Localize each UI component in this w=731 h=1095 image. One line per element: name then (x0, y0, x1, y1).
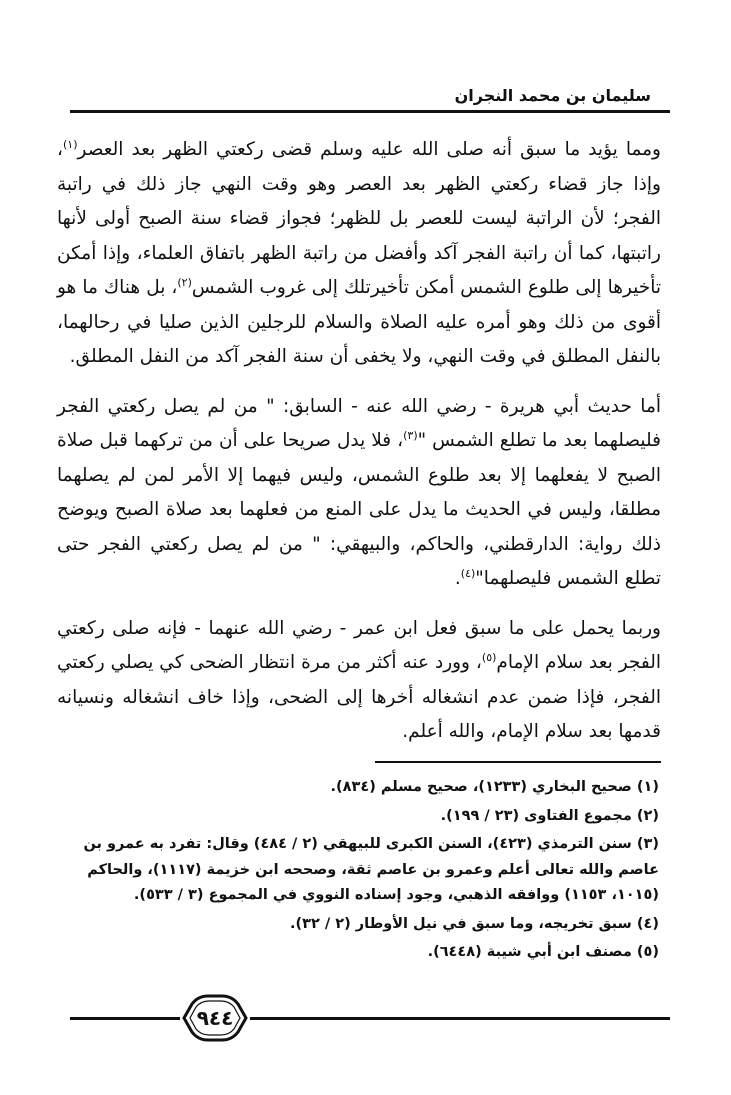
footnote-ref-3: (٣) (403, 428, 418, 442)
footer-rule-left (70, 1017, 180, 1020)
paragraph-2-text-a: أما حديث أبي هريرة - رضي الله عنه - السابق: " من لم يصل ركعتي الفجر فليصلهما بعد ما تطلع الشمس " (57, 395, 661, 451)
footnote-ref-4: (٤) (460, 566, 476, 580)
footnote-rule (375, 761, 661, 763)
running-header-author: سليمان بن محمد النجران (454, 86, 651, 105)
paragraph-1 (57, 133, 661, 375)
page-footer (70, 990, 670, 1046)
footer-rule-right (250, 1017, 670, 1020)
paragraph-3-text-a: وربما يحمل على ما سبق فعل ابن عمر - رضي الله عنهما - فإنه صلى ركعتي الفجر بعد سلام الإمام (57, 617, 661, 673)
header-rule (70, 110, 670, 113)
paragraph-2-text-c: . (454, 568, 461, 589)
footnote-1: (١) صحيح البخاري (١٢٣٣)، صحيح مسلم (٨٣٤). (330, 779, 659, 795)
paragraph-2 (57, 390, 661, 597)
footnote-ref-5: (٥) (481, 650, 497, 664)
body-text (57, 133, 661, 750)
footnote-3: (٣) سنن الترمذي (٤٢٣)، السنن الكبرى للبيهقي (٢ / ٤٨٤) وقال: تفرد به عمرو بن عاصم والله تعالى أعلم وعمرو بن عاصم ثقة، وصححه ابن خزيمة (١١١٧)، والحاكم (١٠١٥، ١١٥٣) ووافقه الذهبي، وجود إسناده النووي في المجموع (٣ / ٥٣٣). (83, 836, 659, 903)
footnotes (59, 775, 659, 966)
footnote-2: (٢) مجموع الفتاوى (٢٣ / ١٩٩). (440, 807, 659, 824)
footnote-5: (٥) مصنف ابن أبي شيبة (٦٤٤٨). (427, 944, 659, 960)
footnote-ref-1: (١) (62, 137, 78, 151)
paragraph-2-text-b: ، فلا يدل صريحا على أن من تركهما قبل صلاة الصبح لا يفعلهما إلا بعد طلوع الشمس، وليس فيهما إلا الأمر لمن لم يصلهما مطلقا، وليس في الحديث ما يدل على المنع من فعلهما بعد صلاة الصبح ويوضح ذلك رواية: الدارقطني، والحاكم، والبيهقي: " من لم يصل ركعتي الفجر حتى تطلع الشمس فليصلهما" (57, 430, 661, 589)
paragraph-1-text-b: ، وإذا جاز قضاء ركعتي الظهر بعد العصر وهو وقت النهي جاز ذلك في راتبة الفجر؛ لأن الراتبة ليست للعصر بل للظهر؛ فجواز قضاء سنة الصبح أولى لأنها راتبتها، كما أن راتبة الفجر آكد وأفضل من راتبة الظهر باتفاق العلماء، وإذا أمكن تأخيرها إلى طلوع الشمس أمكن تأخيرتلك إلى غروب الشمس (57, 139, 661, 298)
page-number: ٩٤٤ (196, 1006, 234, 1030)
paragraph-1-text-c: ، بل هناك ما هو أقوى من ذلك وهو أمره عليه الصلاة والسلام للرجلين الذين صليا في رحالهما، بالنفل المطلق في وقت النهي، ولا يخفى أن سنة الفجر آكد من النفل المطلق. (57, 277, 661, 367)
footnote-ref-2: (٢) (177, 275, 192, 289)
paragraph-1-text-a: ومما يؤيد ما سبق أنه صلى الله عليه وسلم قضى ركعتي الظهر بعد العصر (77, 139, 661, 160)
paragraph-3-text-b: ، وورد عنه أكثر من مرة انتظار الضحى كي يصلي ركعتي الفجر، فإذا ضمن عدم انشغاله أخرها إلى الضحى، وإذا خاف انشغاله ونسيانه قدمها بعد سلام الإمام، والله أعلم. (57, 652, 661, 742)
footnote-4: (٤) سبق تخريجه، وما سبق في نيل الأوطار (٢ / ٣٢). (290, 915, 659, 932)
paragraph-3 (57, 612, 661, 750)
